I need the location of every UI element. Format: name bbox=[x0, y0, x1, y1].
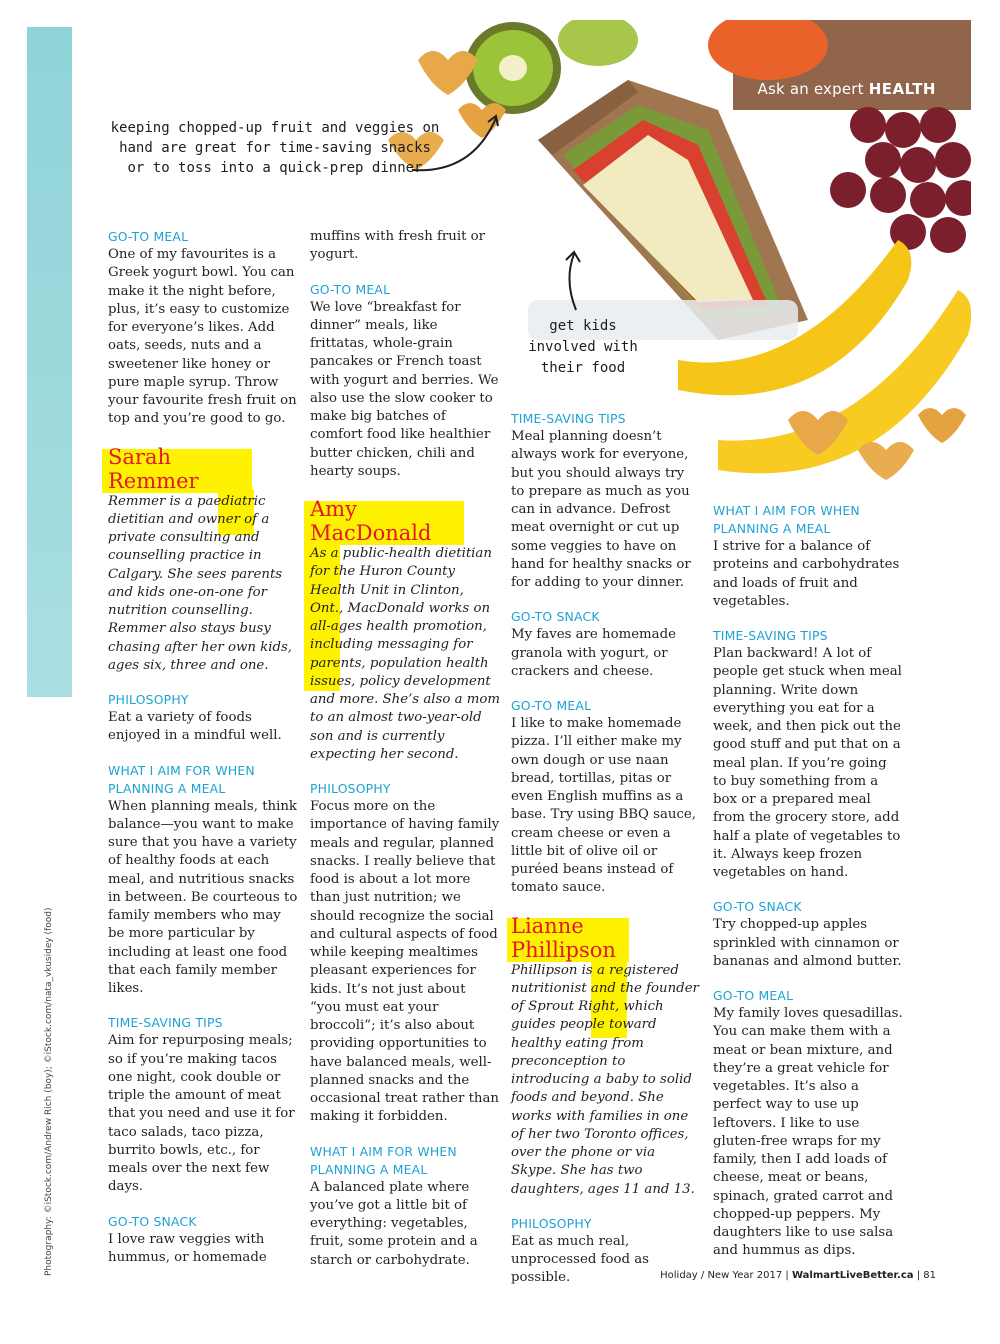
col1-heading-goto-meal: GO-TO MEAL bbox=[108, 229, 189, 244]
col2-goto-meal-text: We love “breakfast for dinner” meals, like frittatas, whole-grain pancakes or French toast with yogurt and berries. We also use the slow cooker to make big batches of comfort food like healthier butter chicken, chili and hearty soups. bbox=[310, 299, 499, 479]
col3-heading-philosophy: PHILOSOPHY bbox=[511, 1215, 592, 1231]
name-first: Amy bbox=[310, 497, 357, 521]
col1-goto-meal-text: One of my favourites is a Greek yogurt bowl. You can make it the night before, plus, it’s easy to customize for everyone’s likes. Add oats, seeds, nuts and a sweetener like honey or pure maple syrup. Throw your favourite fresh fruit on top and you’re good to go. bbox=[108, 247, 297, 427]
bio-text: Phillipson is a registered nutritionist and the founder of Sprout Right, which guides people toward healthy eating from preconception to introducing a baby to solid foods and beyond. She works with families in one of her two Toronto offices, over the phone or via Skype. She has two daughters, ages 11 and 13. bbox=[511, 962, 699, 1197]
site-link[interactable]: WalmartLiveBetter.ca bbox=[791, 1270, 914, 1281]
section-prefix: Ask an expert bbox=[757, 80, 864, 98]
col4-heading-time-saving: TIME-SAVING TIPS bbox=[713, 628, 828, 643]
col1-goto-snack-text: I love raw veggies with hummus, or homemade bbox=[108, 1231, 267, 1265]
expert-bio-lianne-phillipson bbox=[511, 962, 701, 1199]
column-3 bbox=[511, 410, 701, 1288]
col2-philosophy-text: Focus more on the importance of having family meals and regular, planned snacks. I really believe that food is about a lot more than just nutrition; we should recognize the social and cultural aspects of food while keeping mealtimes pleasant experiences for kids. It’s not just about “you must eat your broccoli”; it’s also about providing opportunities to have balanced meals, well-planned snacks and the occasional treat rather than making it forbidden. bbox=[310, 799, 500, 1125]
name-last: Phillipson bbox=[511, 937, 616, 962]
col2-aim-text: A balanced plate where you’ve got a little bit of everything: vegetables, fruit, some protein and a starch or carbohydrate. bbox=[310, 1179, 478, 1268]
col3-time-saving-text: Meal planning doesn’t always work for everyone, but you should always try to prepare as much as you can in advance. Defrost meat overnight or cut up some veggies to have on hand for healthy snacks or for adding to your dinner. bbox=[511, 429, 691, 590]
col4-goto-meal-text: My family loves quesadillas. You can make them with a meat or bean mixture, and they’re a great vehicle for vegetables. It’s also a perfect way to use up leftovers. I like to use gluten-free wraps for my family, then I add loads of cheese, meat or beans, spinach, grated carrot and chopped-up peppers. My daughters like to use salsa and hummus as dips. bbox=[713, 1006, 903, 1259]
page-number: 81 bbox=[923, 1270, 936, 1281]
col3-heading-goto-snack: GO-TO SNACK bbox=[511, 609, 600, 625]
col4-aim-text: I strive for a balance of proteins and carbohydrates and loads of fruit and vegetables. bbox=[713, 539, 900, 609]
col2-heading-goto-meal: GO-TO MEAL bbox=[310, 281, 391, 297]
snack-callout: keeping chopped-up fruit and veggies on hand are great for time-saving snacks or to toss into a quick-prep dinner bbox=[110, 120, 440, 176]
col4-heading-goto-snack: GO-TO SNACK bbox=[713, 899, 802, 915]
col4-time-saving-text: Plan backward! A lot of people get stuck when meal planning. Write down everything you eat for a week, and then pick out the good stuff and put that on a meal plan. If you’re going to buy something from a box or a prepared meal from the grocery store, add half a plate of vegetables to it. Always keep frozen vegetables on hand. bbox=[713, 646, 902, 880]
expert-name-sarah-remmer bbox=[108, 445, 298, 493]
name-first: Sarah bbox=[108, 444, 171, 469]
photo-credit: Photography: ©iStock.com/Andrew Rich (boy); ©iStock.com/nata_vkusidey (food) bbox=[44, 907, 54, 1276]
arrow-curved-icon bbox=[410, 108, 506, 178]
col4-goto-snack-text: Try chopped-up apples sprinkled with cinnamon or bananas and almond butter. bbox=[713, 917, 902, 969]
col3-heading-time-saving: TIME-SAVING TIPS bbox=[511, 411, 626, 426]
col1-heading-time-saving: TIME-SAVING TIPS bbox=[108, 1015, 223, 1031]
name-last: MacDonald bbox=[310, 521, 432, 545]
col2-continued-text: muffins with fresh fruit or yogurt. bbox=[310, 229, 486, 263]
column-1 bbox=[108, 228, 298, 1267]
col1-heading-philosophy: PHILOSOPHY bbox=[108, 692, 189, 707]
expert-bio-sarah-remmer bbox=[108, 493, 298, 676]
col3-philosophy-text: Eat as much real, unprocessed food as possible. bbox=[511, 1233, 649, 1286]
col1-heading-aim: WHAT I AIM FOR WHEN PLANNING A MEAL bbox=[108, 762, 255, 796]
kids-callout: get kids involved with their food bbox=[528, 318, 638, 376]
col3-goto-snack-text: My faves are homemade granola with yogurt, or crackers and cheese. bbox=[511, 627, 676, 679]
col1-aim-text: When planning meals, think balance—you want to make sure that you have a variety of healthy foods at each meal, and nutritious snacks in between. Be courteous to family members who may be more particular by including at least one food that each family member likes. bbox=[108, 798, 298, 996]
section-name: HEALTH bbox=[868, 80, 936, 98]
col1-time-saving-text: Aim for repurposing meals; so if you’re making tacos one night, cook double or triple the amount of meat that you need and use it for taco salads, taco pizza, burrito bowls, etc., for meals over the next few days. bbox=[108, 1033, 295, 1195]
page-footer: Holiday / New Year 2017 | WalmartLiveBetter.ca | 81 bbox=[660, 1270, 936, 1281]
col1-philosophy-text: Eat a variety of foods enjoyed in a mindful well. bbox=[108, 710, 282, 744]
column-2 bbox=[310, 228, 500, 1270]
section-label bbox=[724, 80, 936, 98]
col3-goto-meal-text: I like to make homemade pizza. I’ll either make my own dough or use naan bread, tortillas, pitas or even English muffins as a base. Try using BBQ sauce, cream cheese or even a little bit of olive oil or puréed beans instead of tomato sauce. bbox=[511, 716, 697, 896]
expert-name-amy-macdonald bbox=[310, 497, 500, 545]
expert-name-lianne-phillipson bbox=[511, 914, 701, 962]
col1-heading-goto-snack: GO-TO SNACK bbox=[108, 1213, 197, 1229]
name-first: Lianne bbox=[511, 913, 584, 938]
name-last: Remmer bbox=[108, 468, 199, 493]
side-color-strip bbox=[27, 27, 72, 697]
issue-label: Holiday / New Year 2017 bbox=[660, 1270, 783, 1281]
col2-heading-aim: WHAT I AIM FOR WHEN PLANNING A MEAL bbox=[310, 1143, 457, 1177]
col4-heading-goto-meal: GO-TO MEAL bbox=[713, 988, 794, 1003]
col2-heading-philosophy: PHILOSOPHY bbox=[310, 781, 391, 796]
col4-heading-aim: WHAT I AIM FOR WHEN PLANNING A MEAL bbox=[713, 503, 860, 536]
bio-text: As a public-health dietitian for the Huron County Health Unit in Clinton, Ont., MacDonald works on all-ages health promotion, including messaging for parents, population health issues, policy development and more. She’s also a mom to an almost two-year-old son and is currently expecting her second. bbox=[310, 546, 500, 762]
expert-bio-amy-macdonald bbox=[310, 545, 500, 764]
col3-heading-goto-meal: GO-TO MEAL bbox=[511, 698, 592, 713]
bio-text: Remmer is a paediatric dietitian and owner of a private consulting and counselling practice in Calgary. She sees parents and kids one-on-one for nutrition counselling. Remmer also stays busy chasing after her own kids, ages six, three and one. bbox=[108, 493, 293, 673]
arrow-up-icon bbox=[560, 248, 590, 314]
column-4 bbox=[713, 502, 903, 1261]
